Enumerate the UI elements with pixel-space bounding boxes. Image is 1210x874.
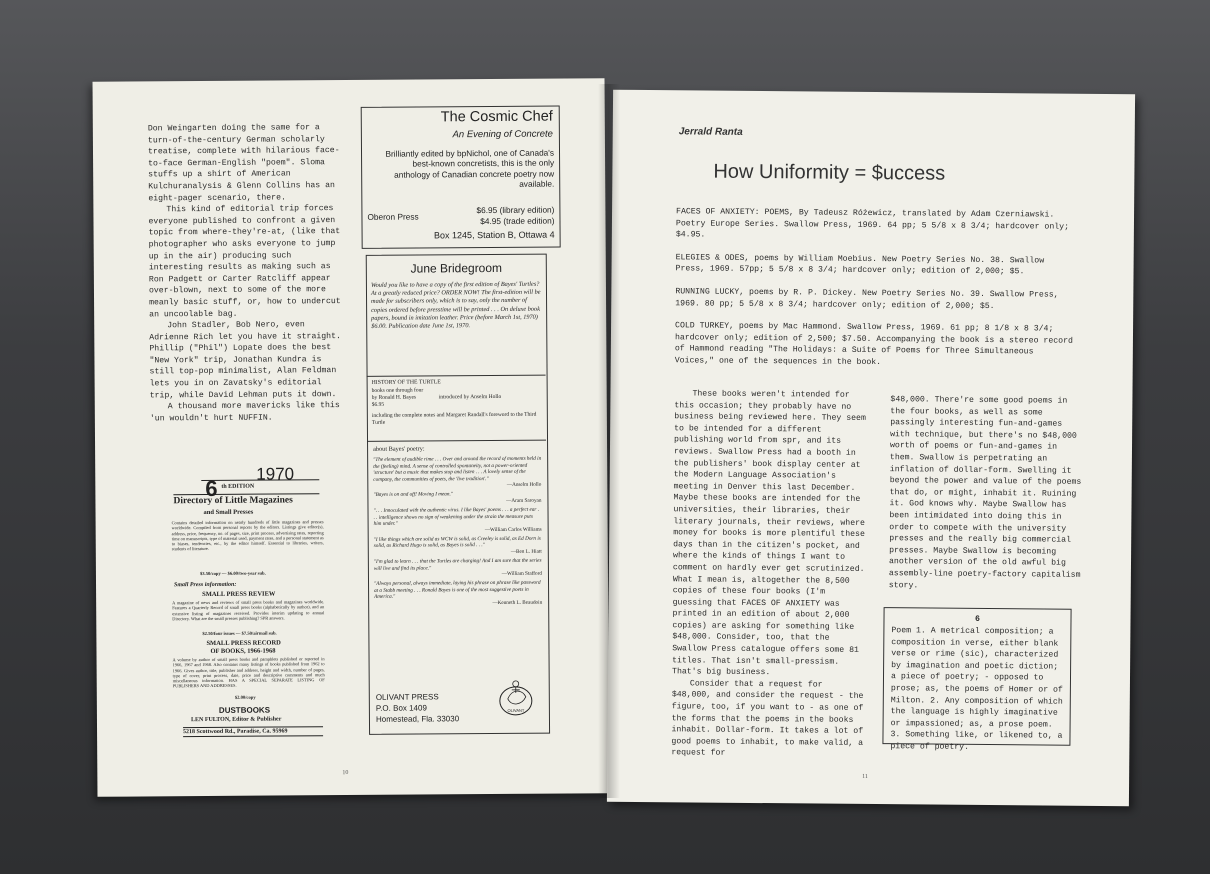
review-title: SMALL PRESS REVIEW xyxy=(202,590,276,599)
article-column-1 xyxy=(671,388,868,761)
left-para-2: This kind of editorial trip forces everyone published to confront a given topic from where-they're-at, (like that photographer who asks everyone to jump up in the air) producing such interesting results as making such as Ron Padgett or Carter Ratcliff appear over-blown, next to some of the more meanly basic stuff, or, how to undercut an uncoolable bag. xyxy=(148,204,341,319)
definition-box xyxy=(882,607,1071,752)
history-line2: by Ronald H. Bayes xyxy=(371,394,417,401)
article-column-2 xyxy=(889,394,1085,593)
record-body: A volume by author of small press books and pamphlets published or reported in 1966, 1967 and 1968. Also contains many listings of books published from 1962 to 1966. Gives author, title, publisher and address, height and width, number of pages, type of cover, print process, date, price and descriptive comments and much miscellaneous information. HAS A SPECIAL SEPARATE LISTING OF PUBLISHERS AND ADDRESSES. xyxy=(172,656,325,689)
quote-6 xyxy=(374,580,542,607)
quote-author: —William Stafford xyxy=(501,570,542,578)
quote-text: "Always personal, always immediate, laying his phrase on phrase like password at a Stabb meeting . . . Ronald Bayes is one of the most suggestive poets in America." xyxy=(374,579,541,601)
history-intro: introduced by Anselm Hollo xyxy=(438,393,502,401)
book-entry-4: COLD TURKEY, poems by Mac Hammond. Swallow Press, 1969. 61 pp; 8 1/8 x 8 3/4; hardcover only; edition of 2,500; $7.50. Accompanying the book is a stereo record of Hammond reading "The Holidays: a Suite of Poems for Three Simultaneous Voices," one of the sequences in the book. xyxy=(674,321,1073,368)
history-price: $6.95 xyxy=(371,401,385,408)
right-page-number: 11 xyxy=(862,773,868,780)
quote-1 xyxy=(373,456,541,490)
quote-author: —Ben L. Hiatt xyxy=(510,548,542,555)
col1-para-2: Consider that a request for $48,000, and consider the request - the figure, too, if you want to - as one of the forms that the poems in the books inhabit. Dollar-form. It takes a lot of good poems to inhabit, to make valid, a request for xyxy=(671,679,864,759)
directory-title: Directory of Little Magazines xyxy=(173,495,293,507)
left-page xyxy=(93,78,610,797)
history-note: including the complete notes and Margaret Randall's foreword to the Third Turtle xyxy=(371,411,537,426)
cosmic-chef-title: The Cosmic Chef xyxy=(440,108,553,126)
cosmic-chef-price-library: $6.95 (library edition) xyxy=(476,204,555,216)
olivant-logo-icon xyxy=(494,675,538,719)
left-column-text xyxy=(148,122,348,425)
directory-body: Contains detailed information on nearly hundreds of little magazines and presses worldwide. Compiled from personal reports by the editors. Listings give editor(s), address, price, frequency, no. of pages, size, print process, advertising rates, reporting time on manuscripts, type of material used, payment rates, and a personal statement as to biases, tendencies, etc., by the editor himself. Essential to libraries, writers, students of literature. xyxy=(171,519,324,552)
record-sub: OF BOOKS, 1966-1968 xyxy=(210,647,276,655)
directory-ad xyxy=(171,463,328,764)
book-entries xyxy=(675,206,1078,370)
directory-edition-num: 6 xyxy=(205,475,218,502)
quote-2 xyxy=(373,491,541,505)
quote-text: "I like things which are solid as WCW is solid, as Creeley is solid, as Ed Dorn is solid, as Richard Hugo is solid, as Bayes is solid . . ." xyxy=(373,535,541,550)
left-para-3: John Stadler, Bob Nero, even Adrienne Rich let you have it straight. Phillip ("Phil") Lopate does the best "New York" trip, Jonathan Kundra is still top-pop minimalist, Alan Feldman lets you in on Zavatsky's editorial trip, while David Lehman puts it down. xyxy=(149,320,341,401)
quote-text: ". . . Innoculated with the authentic virus. I like Bayes' poems . . . a perfect ear . . . intelligence shows no sign of weakening under the strain the measure puts him under." xyxy=(373,506,540,528)
small-press-info-heading: Small Press information: xyxy=(174,581,237,589)
dustbooks-name: DUSTBOOKS xyxy=(218,705,271,715)
directory-price: $3.50/copy — $6.00/two-year sub. xyxy=(199,570,266,577)
history-line1: books one through four xyxy=(371,387,424,394)
directory-subtitle: and Small Presses xyxy=(203,508,254,517)
quotes-list xyxy=(373,456,542,607)
quote-5 xyxy=(374,558,542,578)
cosmic-chef-address: Box 1245, Station B, Ottawa 4 xyxy=(433,229,555,241)
article-title: How Uniformity = $uccess xyxy=(713,160,946,185)
olivant-city: Homestead, Fla. 33030 xyxy=(375,714,460,724)
definition-number: 6 xyxy=(975,614,981,624)
dustbooks-editor: LEN FULTON, Editor & Publisher xyxy=(190,716,282,724)
left-para-4: A thousand more mavericks like this 'un wouldn't hurt NUFFIN. xyxy=(149,401,340,424)
directory-edition: th EDITION xyxy=(221,483,255,490)
quote-text: "The element of audible rime . . . Over and around the record of moments held in the (feeling) mind. A sense of controlled spontaneity, not a power-oriented 'structure' but a music that makes stop and listen . . . A lovely sense of the company, the communities of poets, the 'live tradition'." xyxy=(373,455,542,483)
cosmic-chef-subtitle: An Evening of Concrete xyxy=(452,128,553,141)
record-price: $2.00/copy xyxy=(234,694,256,700)
quote-text: "I'm glad to learn . . . that the Turtles are charging! And I am sure that the series will live and find its place." xyxy=(373,557,542,572)
col1-para-1: These books weren't intended for this occasion; they probably have no business being reviewed here. They seem to be intended for a different publishing world from spr, and its reviews. Swallow Press had a booth in the publishers' book display center at the Modern Language Association's meeting in Denver this last December. Maybe these books are intended for the universities, their libraries, their literary journals, their reviews, where money for books is more plentiful these days than in the citizen's pocket, and where the kinds of things I want to comment on hardly ever get scrutinized. What I mean is, altogether the 8,500 copies of these four books (I'm guessing that FACES OF ANXIETY was printed in an edition of about 2,000 copies) are asking for something like $48,000. Consider, too, that the Swallow Press catalogue offers some 81 titles. That isn't small-pressism. That's big business. xyxy=(671,389,866,678)
quote-author: —William Carlos Williams xyxy=(484,526,542,533)
quote-text: "Bayes is on and off! Moving I mean." xyxy=(373,491,453,499)
june-title: June Bridegroom xyxy=(410,260,503,276)
article-author: Jerrald Ranta xyxy=(678,126,743,138)
book-entry-1: FACES OF ANXIETY: POEMS, By Tadeusz Różewicz, translated by Adam Czerniawski. Poetry Europe Series. Swallow Press, 1969. 64 pp; 5 5/8 x 8 3/4; hardcover only; $4.95. xyxy=(675,207,1070,240)
dustbooks-address: 5218 Scottwood Rd., Paradise, Ca. 95969 xyxy=(183,726,323,737)
cosmic-chef-publisher: Oberon Press xyxy=(367,211,419,222)
june-body: Would you like to have a copy of the first edition of Bayes' Turtles? At a greatly reduced price? ORDER NOW! The first-edition will be made for subscribers only, which is to say, only the number of copies ordered before presstime will be printed . . . On deluxe book papers, bound in imitation leather. Price (before March 1st, 1970) $6.00. Publication date June 1st, 1970. xyxy=(370,280,541,330)
history-title: HISTORY OF THE TURTLE xyxy=(371,379,441,386)
olivant-logo-label: OLIVANT xyxy=(507,707,525,713)
about-heading: about Bayes' poetry: xyxy=(373,445,425,453)
olivant-name: OLIVANT PRESS xyxy=(375,692,439,702)
col2-para-1: $48,000. There're some good poems in the four books, as well as some passingly interesting fun-and-games with technique, but there's no $48,000 worth of poems or fun-and-games in them. Swallow is perpetrating an inflation of dollar-form. Swelling it beyond the power and value of the poems that do, or might, inhabit it. Ruining it. God knows why. Maybe Swallow has been intimidated into doing this in order to compete with the university presses and the really big commercial presses. Maybe Swallow is becoming another version of the old awful big assembly-line poetry-factory capitalism story. xyxy=(888,395,1082,590)
left-page-number: 10 xyxy=(342,770,349,777)
quote-4 xyxy=(374,535,542,555)
definition-text: Poem 1. A metrical composition; a composition in verse, either blank verse or rime (sic), characterized by imagination and poetic diction; a piece of poetry; - opposed to prose; as, the poems of Homer or of Milton. 2. Any composition of which the language is highly imaginative or impassioned; as, a prose poem. 3. Something like, or likened to, a piece of poetry. xyxy=(890,626,1063,752)
quote-3 xyxy=(373,507,541,534)
quote-author: —Anselm Hollo xyxy=(506,482,542,489)
left-para-1: Don Weingarten doing the same for a turn-of-the-century German scholarly treatise, complete with hilarious face-to-face German-English "poem". Sloma stuffs up a shirt of American Kulchuranalysis & Glenn Collins has an eight-pager scenario, there. xyxy=(147,123,340,203)
quote-author: —Aram Saroyan xyxy=(506,497,542,504)
history-box xyxy=(367,375,546,442)
review-price: $2.50/four issues — $7.50/airmail sub. xyxy=(202,630,277,637)
right-page xyxy=(607,90,1135,807)
book-gutter xyxy=(598,84,620,798)
review-body: A magazine of news and reviews of small press books and magazines worldwide. Features a Quarterly Record of small press books (alphabetically by author), and an extensive listing of magazines received. Provides interim updating to annual Directory. What are the small presses publishing? SPR answers. xyxy=(172,599,325,622)
cosmic-chef-price-trade: $4.95 (trade edition) xyxy=(480,215,555,227)
book-entry-2: ELEGIES & ODES, poems by William Moebius. New Poetry Series No. 38. Swallow Press, 1969. 57pp; 5 5/8 x 8 3/4; hardcover only; edition of 2,000; $5. xyxy=(675,253,1045,277)
cosmic-chef-blurb: Brilliantly edited by bpNichol, one of Canada's best-known concretists, this is the only anthology of Canadian concrete poetry now available. xyxy=(385,147,555,190)
olivant-box: P.O. Box 1409 xyxy=(375,703,427,713)
june-bridegroom-ad xyxy=(366,254,550,735)
directory-year: 1970 xyxy=(256,464,295,484)
cosmic-chef-ad xyxy=(361,106,561,249)
quote-author: —Kenneth L. Beaudoin xyxy=(492,599,543,606)
record-title: SMALL PRESS RECORD xyxy=(206,639,281,648)
book-entry-3: RUNNING LUCKY, poems by R. P. Dickey. New Poetry Series No. 39. Swallow Press, 1969. 80 pp; 5 5/8 x 8 3/4; hardcover only; edition of 2,000; $5. xyxy=(675,287,1059,311)
